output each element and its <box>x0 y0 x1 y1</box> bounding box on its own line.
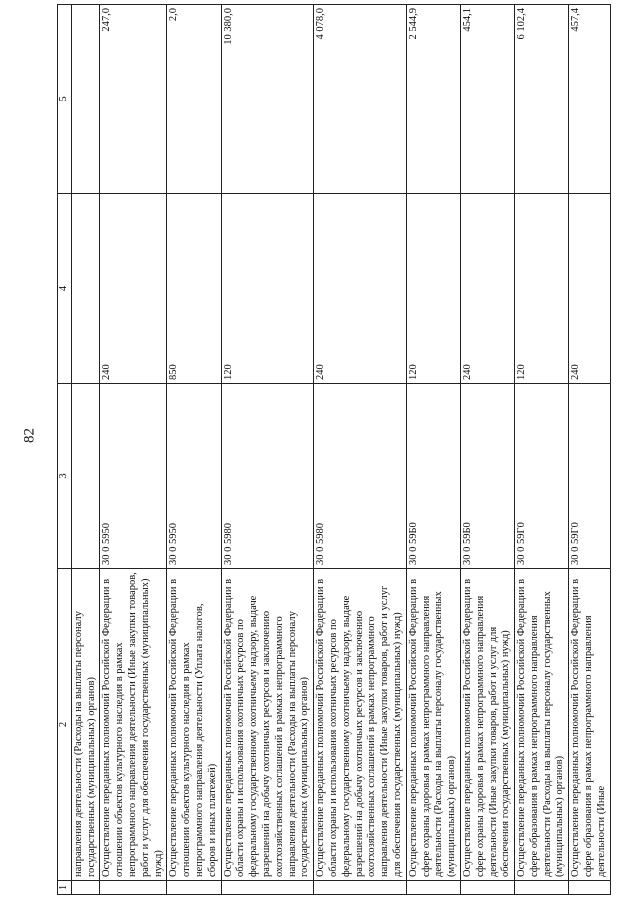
row-number-cell <box>167 881 221 895</box>
table-row <box>221 5 314 895</box>
expense-type-cell: 120 <box>221 194 314 384</box>
column-header-3: 3 <box>58 384 72 569</box>
amount-cell: 2 544,9 <box>406 5 460 194</box>
expense-name-cell: Осуществление переданных полномочий Российской Федерации в сфере образования в рамках непрограммного направления деятельности (Иные <box>569 569 610 881</box>
table-row <box>460 5 514 895</box>
row-number-cell <box>515 881 569 895</box>
column-header-2: 2 <box>58 569 72 881</box>
column-header-1: 1 <box>58 881 72 895</box>
expense-type-cell: 850 <box>167 194 221 384</box>
amount-cell: 454,1 <box>460 5 514 194</box>
expense-name-cell: Осуществление переданных полномочий Российской Федерации в сфере образования в рамках непрограммного направления деятельности (Расходы на выплаты персоналу государственных (муниципальных) органов) <box>515 569 569 881</box>
expense-type-cell: 240 <box>100 194 167 384</box>
expense-type-cell <box>71 194 100 384</box>
table-row <box>100 5 167 895</box>
target-code-cell: 30 0 59Б0 <box>460 384 514 569</box>
row-number-cell <box>460 881 514 895</box>
expense-name-cell: Осуществление переданных полномочий Российской Федерации в отношении объектов культурного наследия в рамках непрограммного направления деятельности (Иные закупки товаров, работ и услуг для обеспечения государственных (муниципальных) нужд) <box>100 569 167 881</box>
expense-name-cell: Осуществление переданных полномочий Российской Федерации в области охраны и использования охотничьих ресурсов по федеральному государственному охотничьему надзору, выдаче разрешений на добычу охотничьих ресурсов и заключению охотхозяйственных соглашений в рамках непрограммного направления деятельности (Иные закупки товаров, работ и услуг для обеспечения государственных (муниципальных) нужд) <box>314 569 407 881</box>
amount-cell: 247,0 <box>100 5 167 194</box>
target-code-cell: 30 0 59Г0 <box>569 384 610 569</box>
expense-name-cell: направления деятельности (Расходы на выплаты персоналу государственных (муниципальных) органов) <box>71 569 100 881</box>
row-number-cell <box>314 881 407 895</box>
table-row <box>167 5 221 895</box>
table-row <box>314 5 407 895</box>
expense-type-cell: 240 <box>314 194 407 384</box>
table-row <box>515 5 569 895</box>
target-code-cell <box>71 384 100 569</box>
target-code-cell: 30 0 5980 <box>221 384 314 569</box>
row-number-cell <box>221 881 314 895</box>
row-number-cell <box>71 881 100 895</box>
column-header-5: 5 <box>58 5 72 194</box>
page-number: 82 <box>21 428 38 443</box>
target-code-cell: 30 0 5950 <box>167 384 221 569</box>
target-code-cell: 30 0 5980 <box>314 384 407 569</box>
row-number-cell <box>406 881 460 895</box>
target-code-cell: 30 0 59Г0 <box>515 384 569 569</box>
row-number-cell <box>569 881 610 895</box>
rotated-table-wrapper <box>57 5 607 895</box>
amount-cell: 4 078,0 <box>314 5 407 194</box>
expense-name-cell: Осуществление переданных полномочий Российской Федерации в области охраны и использования охотничьих ресурсов по федеральному государственному охотничьему надзору, выдаче разрешений на добычу охотничьих ресурсов и заключению охотхозяйственных соглашений в рамках непрограммного направления деятельности (Расходы на выплаты персоналу государственных (муниципальных) органов) <box>221 569 314 881</box>
expense-type-cell: 240 <box>460 194 514 384</box>
amount-cell: 2,0 <box>167 5 221 194</box>
amount-cell <box>71 5 100 194</box>
target-code-cell: 30 0 59Б0 <box>406 384 460 569</box>
table-row <box>71 5 100 895</box>
expense-type-cell: 240 <box>569 194 610 384</box>
table-row <box>569 5 610 895</box>
amount-cell: 6 102,4 <box>515 5 569 194</box>
target-code-cell: 30 0 5950 <box>100 384 167 569</box>
expense-name-cell: Осуществление переданных полномочий Российской Федерации в сфере охраны здоровья в рамках непрограммного направления деятельности (Иные закупки товаров, работ и услуг для обеспечения государственных (муниципальных) нужд) <box>460 569 514 881</box>
expense-name-cell: Осуществление переданных полномочий Российской Федерации в сфере охраны здоровья в рамках непрограммного направления деятельности (Расходы на выплаты персоналу государственных (муниципальных) органов) <box>406 569 460 881</box>
row-number-cell <box>100 881 167 895</box>
column-header-4: 4 <box>58 194 72 384</box>
table-row <box>406 5 460 895</box>
expense-type-cell: 120 <box>515 194 569 384</box>
amount-cell: 457,4 <box>569 5 610 194</box>
amount-cell: 10 380,0 <box>221 5 314 194</box>
budget-table <box>57 4 611 895</box>
expense-type-cell: 120 <box>406 194 460 384</box>
expense-name-cell: Осуществление переданных полномочий Российской Федерации в отношении объектов культурного наследия в рамках непрограммного направления деятельности (Уплата налогов, сборов и иных платежей) <box>167 569 221 881</box>
header-row <box>58 5 72 895</box>
